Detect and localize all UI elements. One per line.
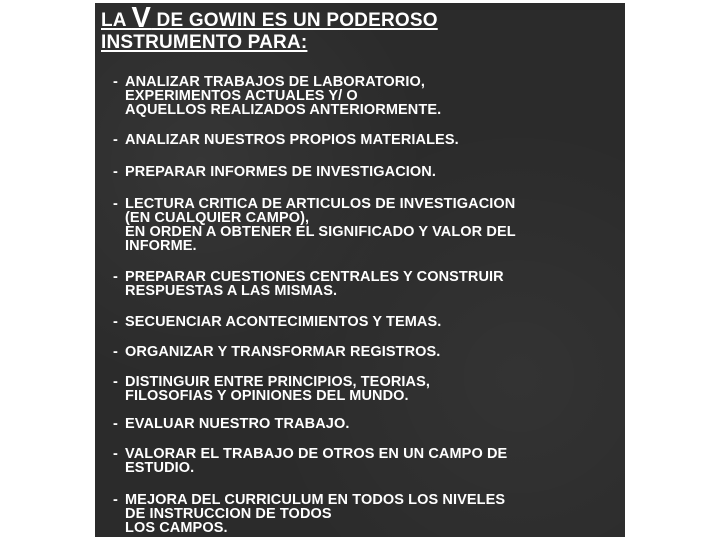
list-item-text: FILOSOFIAS Y OPINIONES DEL MUNDO. — [125, 388, 409, 404]
list-item-text: PREPARAR INFORMES DE INVESTIGACION. — [125, 164, 436, 180]
list-item-text: PREPARAR CUESTIONES CENTRALES Y CONSTRUIR — [125, 269, 504, 285]
list-item — [113, 345, 618, 359]
list-item — [113, 270, 618, 298]
list-item-text: LECTURA CRITICA DE ARTICULOS DE INVESTIGACION — [125, 196, 516, 212]
list-item-text: INFORME. — [125, 238, 197, 254]
list-item-first-line — [113, 493, 618, 507]
title-line-1 — [101, 2, 438, 34]
list-item — [113, 375, 618, 403]
list-item — [113, 417, 618, 431]
list-item-continuation-line — [113, 507, 618, 521]
list-item — [113, 315, 618, 329]
page-title — [101, 2, 438, 54]
list-item-continuation-line — [113, 239, 618, 253]
list-item-text: EXPERIMENTOS ACTUALES Y/ O — [125, 88, 358, 104]
list-item-text: EN ORDEN A OBTENER EL SIGNIFICADO Y VALOR DEL — [125, 224, 516, 240]
list-item-continuation-line — [113, 521, 618, 535]
bullet-dash: - — [113, 164, 118, 180]
bullet-dash: - — [113, 344, 118, 360]
list-item-first-line — [113, 375, 618, 389]
bullet-dash: - — [113, 314, 118, 330]
list-item-first-line — [113, 270, 618, 284]
list-item — [113, 493, 618, 535]
list-item-first-line — [113, 315, 618, 329]
title-line-2: INSTRUMENTO PARA: — [101, 32, 308, 53]
bullet-dash: - — [113, 416, 118, 432]
list-item — [113, 197, 618, 253]
list-item-text: ESTUDIO. — [125, 460, 195, 476]
list-item-text: MEJORA DEL CURRICULUM EN TODOS LOS NIVELES — [125, 492, 506, 508]
list-item-continuation-line — [113, 284, 618, 298]
list-item-text: VALORAR EL TRABAJO DE OTROS EN UN CAMPO DE — [125, 446, 508, 462]
title-suffix: DE GOWIN ES UN PODEROSO — [151, 10, 438, 31]
list-item-continuation-line — [113, 225, 618, 239]
list-item-text: DISTINGUIR ENTRE PRINCIPIOS, TEORIAS, — [125, 374, 431, 390]
list-item — [113, 133, 618, 147]
list-item-first-line — [113, 345, 618, 359]
list-item-continuation-line — [113, 461, 618, 475]
list-item-text: SECUENCIAR ACONTECIMIENTOS Y TEMAS. — [125, 314, 442, 330]
list-item-text: RESPUESTAS A LAS MISMAS. — [125, 283, 338, 299]
list-item-text: LOS CAMPOS. — [125, 520, 228, 536]
title-prefix: LA — [101, 10, 132, 31]
list-item-text: EVALUAR NUESTRO TRABAJO. — [125, 416, 350, 432]
list-item-text: AQUELLOS REALIZADOS ANTERIORMENTE. — [125, 102, 442, 118]
bullet-dash: - — [113, 492, 118, 508]
bullet-dash: - — [113, 374, 118, 390]
list-item-continuation-line — [113, 89, 618, 103]
list-item-first-line — [113, 133, 618, 147]
list-item-continuation-line — [113, 103, 618, 117]
list-item-continuation-line — [113, 389, 618, 403]
list-item-text: DE INSTRUCCION DE TODOS — [125, 506, 332, 522]
list-item — [113, 447, 618, 475]
list-item-text: (EN CUALQUIER CAMPO), — [125, 210, 310, 226]
scanned-blackboard — [95, 3, 625, 537]
bullet-dash: - — [113, 132, 118, 148]
title-v-letter: V — [131, 2, 152, 34]
list-item-first-line — [113, 165, 618, 179]
list-item-text: ANALIZAR NUESTROS PROPIOS MATERIALES. — [125, 132, 459, 148]
bullet-dash: - — [113, 446, 118, 462]
list-item-text: ORGANIZAR Y TRANSFORMAR REGISTROS. — [125, 344, 441, 360]
list-item-first-line — [113, 447, 618, 461]
bullet-dash: - — [113, 74, 118, 90]
bullet-dash: - — [113, 196, 118, 212]
list-item-first-line — [113, 75, 618, 89]
bullet-dash: - — [113, 269, 118, 285]
list-item-text: ANALIZAR TRABAJOS DE LABORATORIO, — [125, 74, 426, 90]
list-item-first-line — [113, 417, 618, 431]
list-item-first-line — [113, 197, 618, 211]
list-item-continuation-line — [113, 211, 618, 225]
list-item — [113, 165, 618, 179]
list-item — [113, 75, 618, 117]
